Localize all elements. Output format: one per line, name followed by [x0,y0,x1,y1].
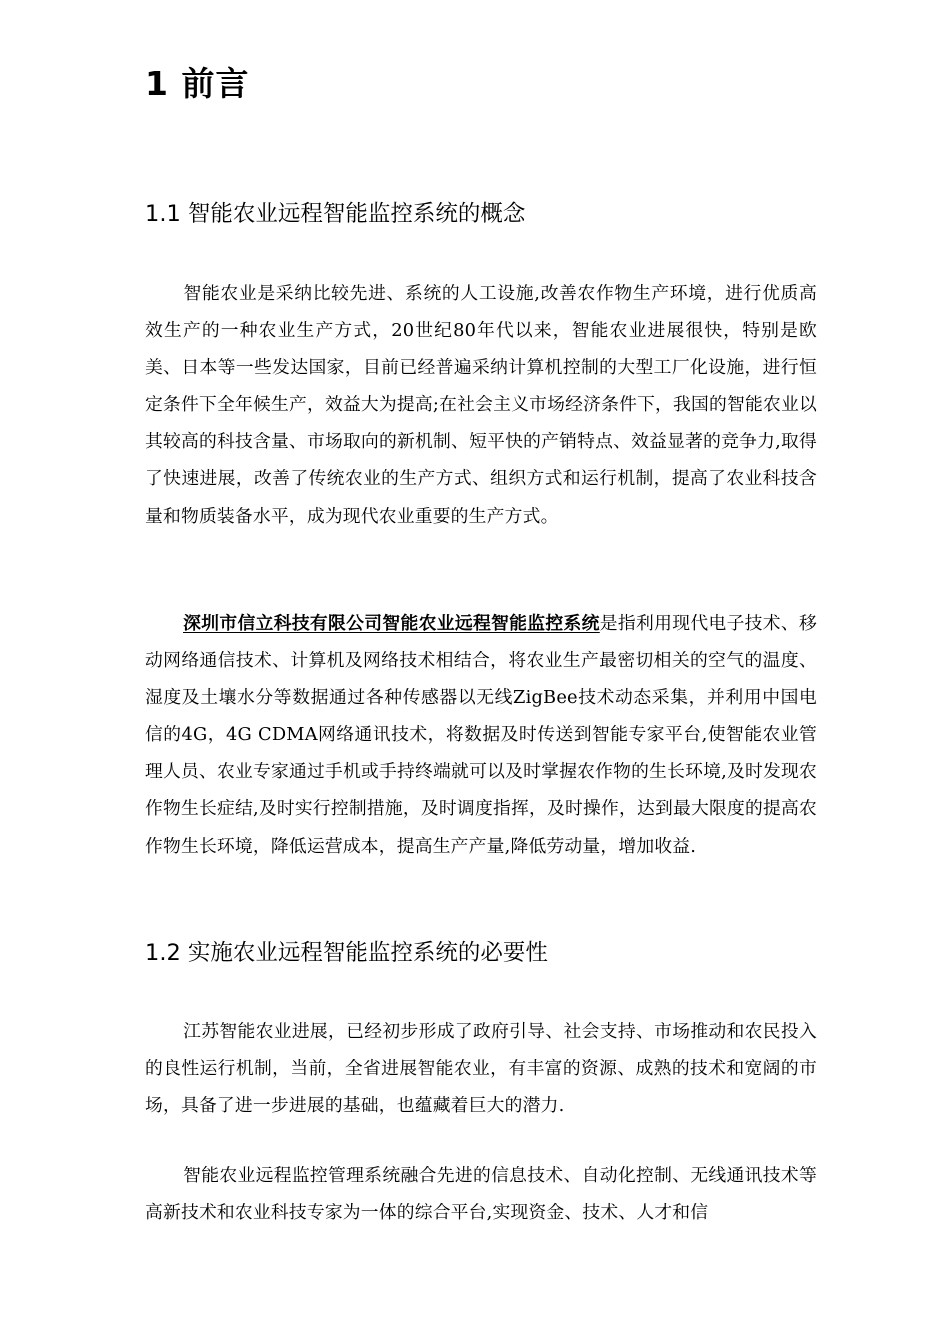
paragraph-jiangsu [145,1013,817,1124]
paragraph-text: 江苏智能农业进展，已经初步形成了政府引导、社会支持、市场推动和农民投入的良性运行机制，当前，全省进展智能农业，有丰富的资源、成熟的技术和宽阔的市场，具备了进一步进展的基础，也蕴藏着巨大的潜力. [145,1021,817,1117]
section-title-necessity: 1.2 实施农业远程智能监控系统的必要性 [145,940,548,966]
paragraph-system-description [145,605,817,865]
chapter-title: 1 前言 [145,64,250,103]
paragraph-platform [145,1157,817,1231]
paragraph-text: 智能农业远程监控管理系统融合先进的信息技术、自动化控制、无线通讯技术等高新技术和农业科技专家为一体的综合平台,实现资金、技术、人才和信 [145,1165,817,1224]
section-title-concept: 1.1 智能农业远程智能监控系统的概念 [145,201,526,227]
paragraph-concept-intro [145,275,817,535]
company-system-link[interactable]: 深圳市信立科技有限公司智能农业远程智能监控系统 [183,613,600,634]
paragraph-text: 是指利用现代电子技术、移动网络通信技术、计算机及网络技术相结合，将农业生产最密切相关的空气的温度、湿度及土壤水分等数据通过各种传感器以无线ZigBee技术动态采集，并利用中国电信的4G，4G CDMA网络通讯技术，将数据及时传送到智能专家平台,使智能农业管理人员、农业专家通过手机或手持终端就可以及时掌握农作物的生长环境,及时发现农作物生长症结,及时实行控制措施，及时调度指挥，及时操作，达到最大限度的提高农作物生长环境，降低运营成本，提高生产产量,降低劳动量，增加收益. [145,613,817,857]
paragraph-text: 智能农业是采纳比较先进、系统的人工设施,改善农作物生产环境，进行优质高效生产的一种农业生产方式，20世纪80年代以来，智能农业进展很快，特别是欧美、日本等一些发达国家，目前已经普遍采纳计算机控制的大型工厂化设施，进行恒定条件下全年候生产，效益大为提高;在社会主义市场经济条件下，我国的智能农业以其较高的科技含量、市场取向的新机制、短平快的产销特点、效益显著的竞争力,取得了快速进展，改善了传统农业的生产方式、组织方式和运行机制，提高了农业科技含量和物质装备水平，成为现代农业重要的生产方式。 [145,283,817,527]
